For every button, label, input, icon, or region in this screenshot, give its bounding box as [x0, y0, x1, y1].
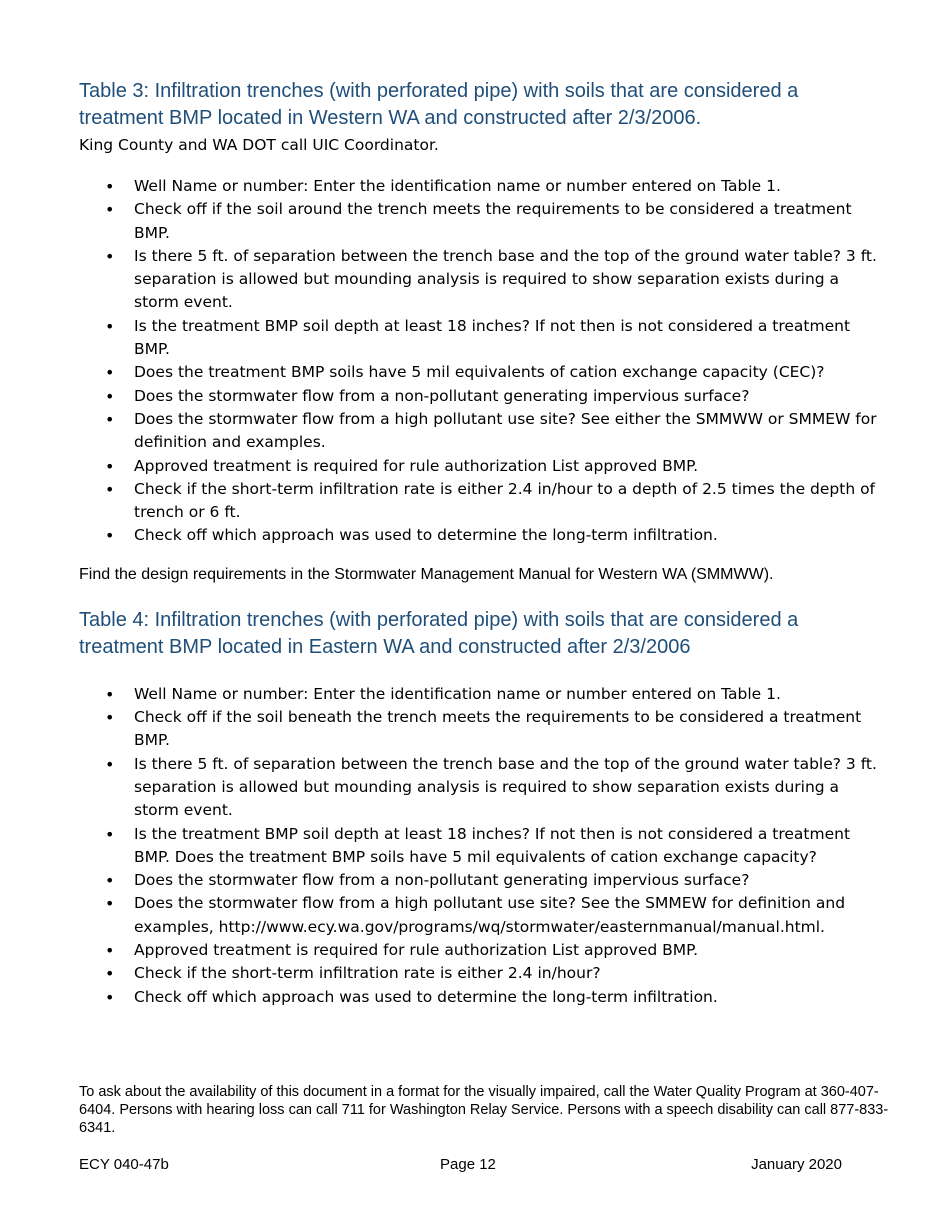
- list-item: • Does the treatment BMP soils have 5 mil equivalents of cation exchange capacity (CEC)?: [79, 361, 879, 384]
- list-item: • Does the stormwater flow from a non-pollutant generating impervious surface?: [79, 385, 879, 408]
- list-item: • Does the stormwater flow from a high pollutant use site? See either the SMMWW or SMMEW for definition and examples.: [79, 408, 879, 455]
- design-requirements-note: Find the design requirements in the Stormwater Management Manual for Western WA (SMMWW).: [79, 565, 774, 583]
- table-4-heading: Table 4: Infiltration trenches (with perforated pipe) with soils that are considered a treatment BMP located in Eastern WA and constructed after 2/3/2006: [79, 608, 799, 658]
- table-4-instructions-list: [79, 683, 879, 1009]
- list-item: • Well Name or number: Enter the identification name or number entered on Table 1.: [79, 175, 879, 198]
- list-item: • Is there 5 ft. of separation between the trench base and the top of the ground water table? 3 ft. separation is allowed but mounding analysis is required to show separation exists during a storm event.: [79, 245, 879, 315]
- list-item: • Check if the short-term infiltration rate is either 2.4 in/hour?: [79, 962, 879, 985]
- list-item: • Is there 5 ft. of separation between the trench base and the top of the ground water table? 3 ft. separation is allowed but mounding analysis is required to show separation exists during a storm event.: [79, 753, 879, 823]
- list-item: • Does the stormwater flow from a high pollutant use site? See the SMMEW for definition and examples, http://www.ecy.wa.gov/programs/wq/stormwater/easternmanual/manual.html.: [79, 892, 879, 939]
- list-item: • Approved treatment is required for rule authorization List approved BMP.: [79, 939, 879, 962]
- list-item: • Does the stormwater flow from a non-pollutant generating impervious surface?: [79, 869, 879, 892]
- list-item: • Check off if the soil beneath the trench meets the requirements to be considered a treatment BMP.: [79, 706, 879, 753]
- list-item: • Check off which approach was used to determine the long-term infiltration.: [79, 986, 879, 1009]
- table-3-heading: Table 3: Infiltration trenches (with perforated pipe) with soils that are considered a treatment BMP located in Western WA and constructed after 2/3/2006.: [79, 80, 799, 129]
- list-item: • Is the treatment BMP soil depth at least 18 inches? If not then is not considered a treatment BMP.: [79, 315, 879, 362]
- accessibility-notice: To ask about the availability of this document in a format for the visually impaired, call the Water Quality Program at 360-407-6404. Persons with hearing loss can call 711 for Washington Relay Service. Persons with a speech disability can call 877-833-6341.: [79, 1084, 889, 1136]
- list-item: • Approved treatment is required for rule authorization List approved BMP.: [79, 455, 879, 478]
- list-item: • Check off if the soil around the trench meets the requirements to be considered a treatment BMP.: [79, 198, 879, 245]
- page-footer: [79, 1155, 842, 1175]
- table-3-instructions-list: [79, 175, 879, 548]
- publication-date: January 2020: [751, 1156, 842, 1173]
- page-content: [79, 78, 879, 1009]
- list-item: • Check if the short-term infiltration rate is either 2.4 in/hour to a depth of 2.5 times the depth of trench or 6 ft.: [79, 478, 879, 525]
- page-number: Page 12: [440, 1156, 496, 1173]
- list-item: • Check off which approach was used to determine the long-term infiltration.: [79, 524, 879, 547]
- list-item: • Well Name or number: Enter the identification name or number entered on Table 1.: [79, 683, 879, 706]
- form-number: ECY 040-47b: [79, 1156, 169, 1173]
- list-item: • Is the treatment BMP soil depth at least 18 inches? If not then is not considered a treatment BMP. Does the treatment BMP soils have 5 mil equivalents of cation exchange capacity?: [79, 823, 879, 870]
- table-3-subtitle: King County and WA DOT call UIC Coordinator.: [79, 136, 439, 154]
